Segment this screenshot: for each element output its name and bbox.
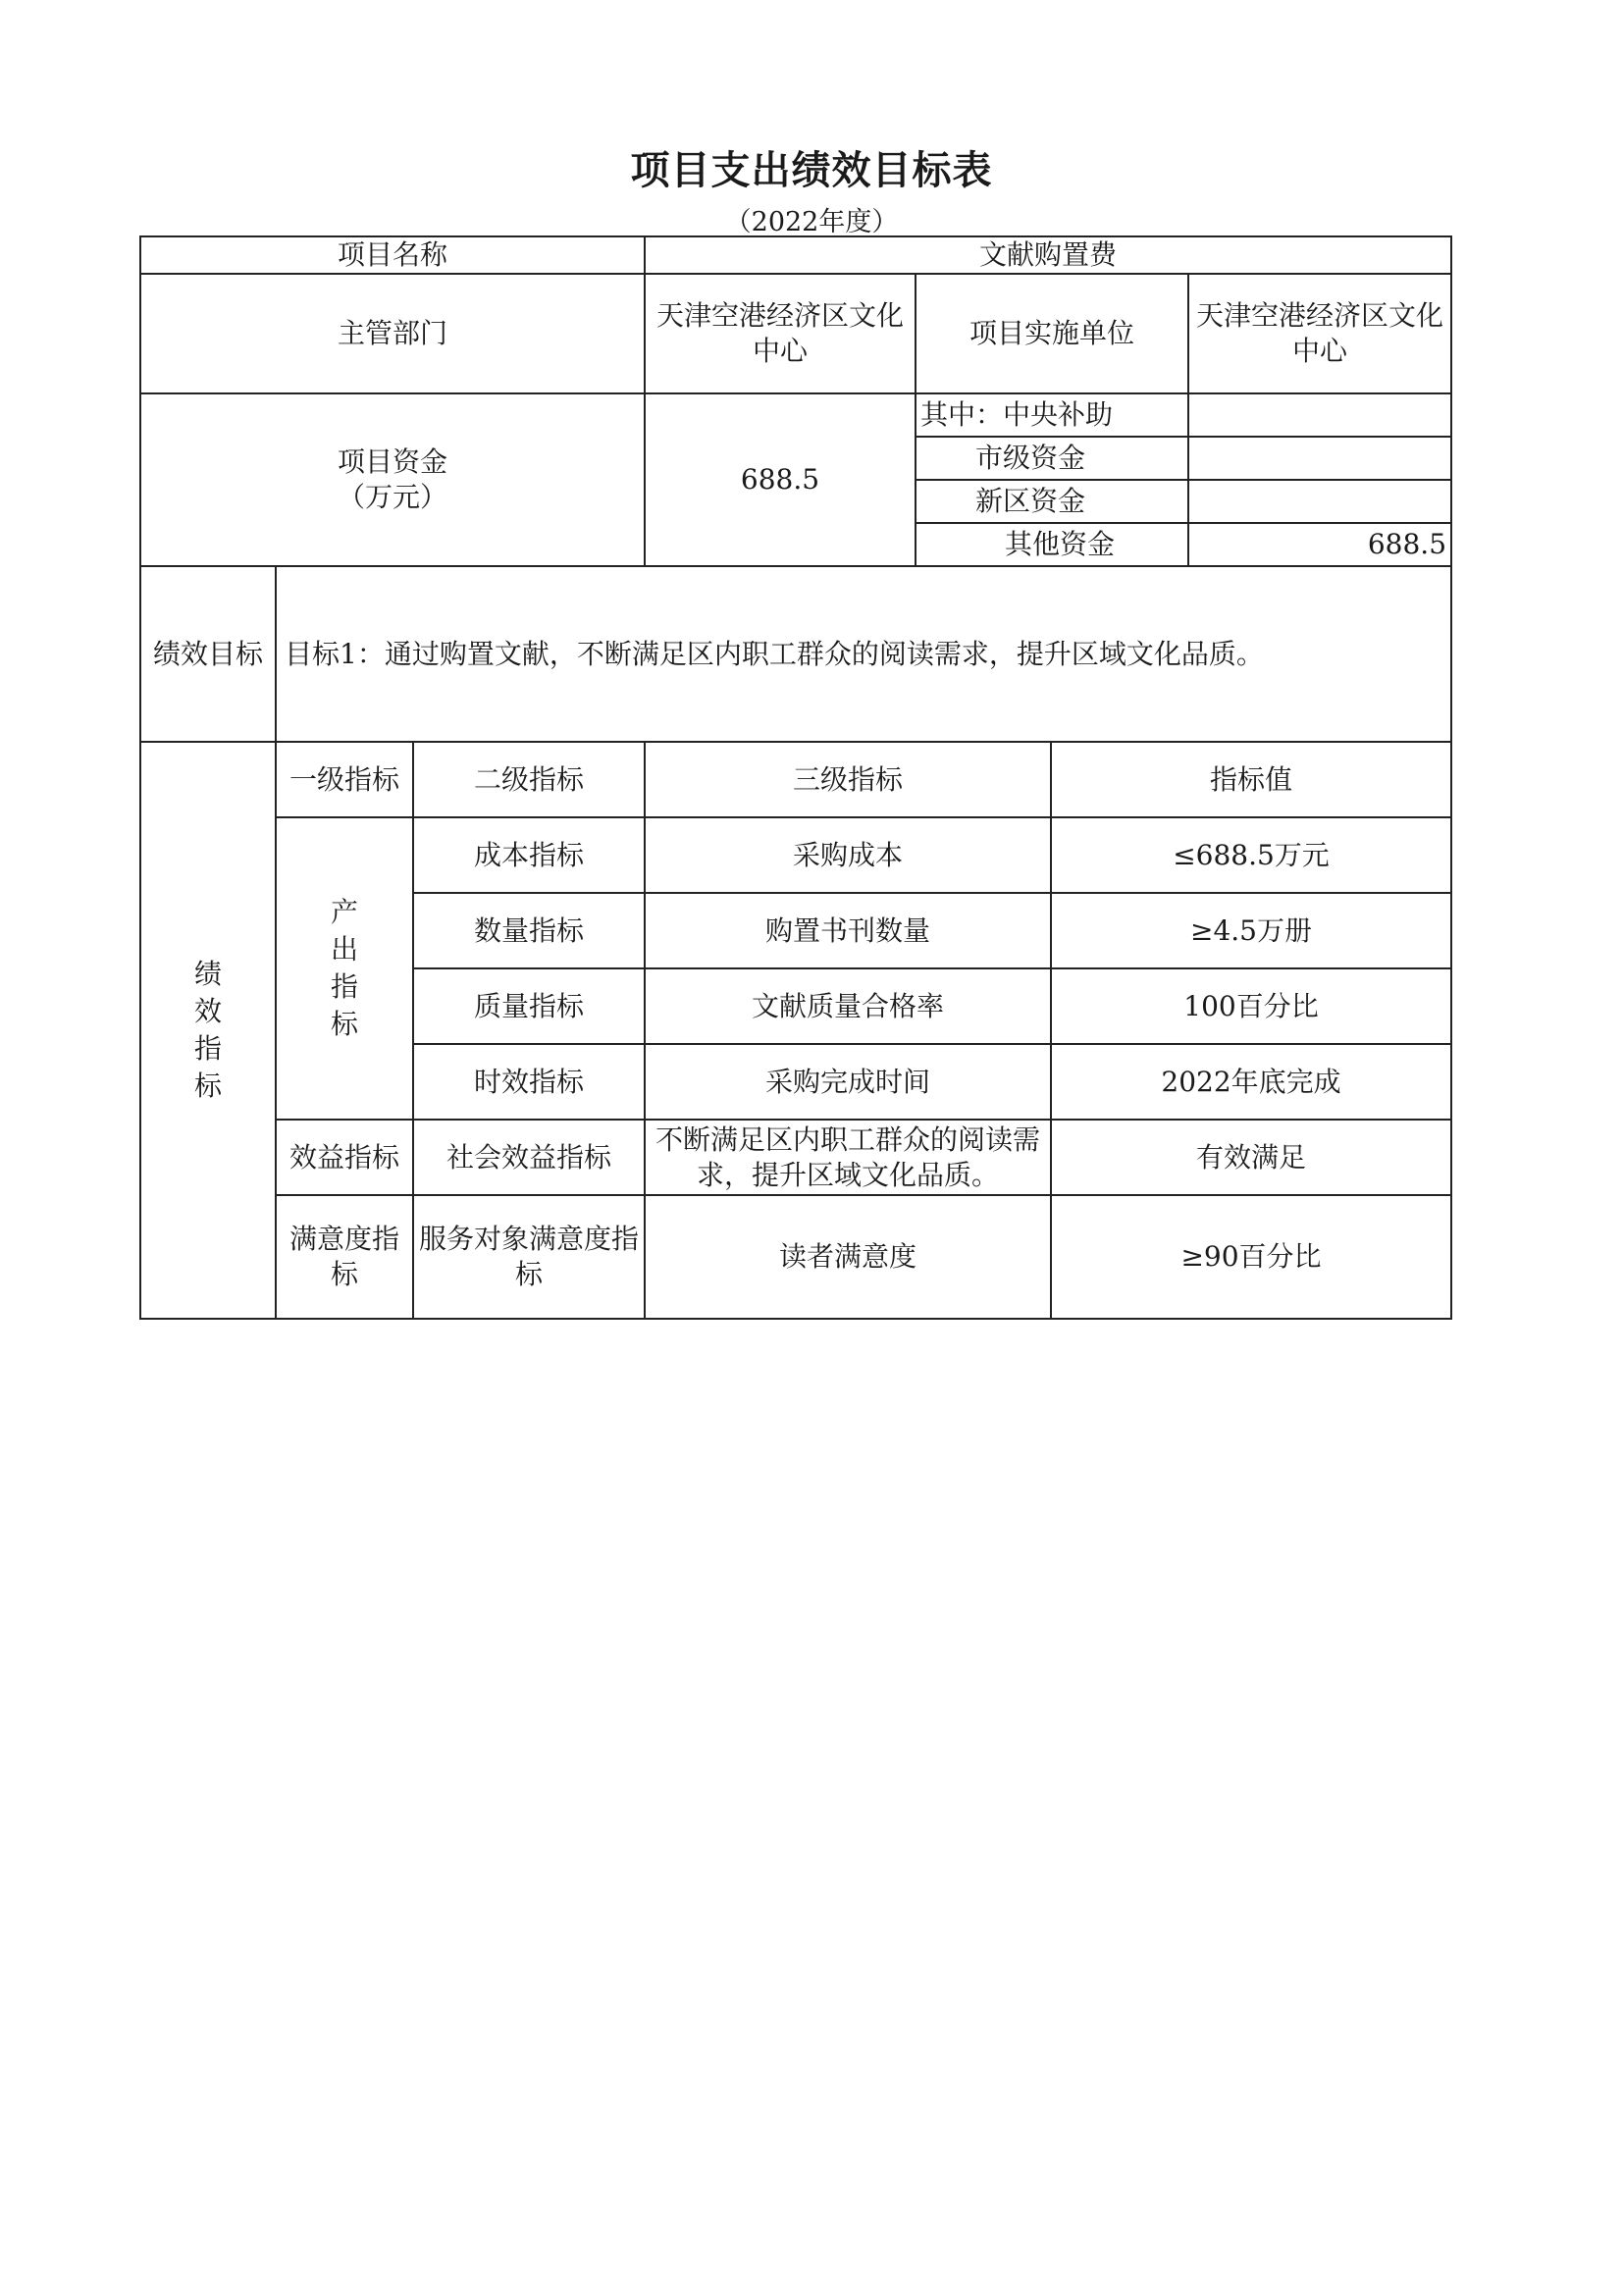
benefit-level3: 不断满足区内职工群众的阅读需求，提升区域文化品质。 — [645, 1120, 1051, 1195]
output-indicator-label — [276, 817, 413, 1120]
funds-label — [140, 393, 645, 566]
fund-other-label: 其他资金 — [916, 524, 1188, 565]
benefit-row — [140, 1120, 1451, 1195]
goal-label: 绩效目标 — [140, 566, 276, 742]
header-level2: 二级指标 — [413, 742, 645, 817]
satisfaction-level2: 服务对象满意度指标 — [413, 1195, 645, 1319]
funds-unit-text: （万元） — [337, 481, 447, 513]
benefit-value: 有效满足 — [1051, 1120, 1451, 1195]
indicators-label-text: 绩效指标 — [193, 958, 222, 1102]
indicators-label — [140, 742, 276, 1319]
project-name-value: 文献购置费 — [645, 236, 1451, 274]
header-level1: 一级指标 — [276, 742, 413, 817]
cost-level3: 采购成本 — [645, 817, 1051, 893]
benefit-level1: 效益指标 — [276, 1120, 413, 1195]
benefit-level2: 社会效益指标 — [413, 1120, 645, 1195]
goal-text: 目标1：通过购置文献，不断满足区内职工群众的阅读需求，提升区域文化品质。 — [276, 566, 1451, 742]
output-indicator-label-text: 产出指标 — [330, 896, 358, 1040]
performance-target-table — [139, 235, 1452, 1320]
funds-row — [140, 393, 1451, 437]
timeliness-level3: 采购完成时间 — [645, 1044, 1051, 1120]
dept-label: 主管部门 — [140, 274, 645, 393]
satisfaction-level1: 满意度指标 — [276, 1195, 413, 1319]
indicator-header-row — [140, 742, 1451, 817]
project-name-label: 项目名称 — [140, 236, 645, 274]
fund-district-label: 新区资金 — [916, 481, 1188, 522]
quality-value: 100百分比 — [1051, 968, 1451, 1044]
quantity-value: ≥4.5万册 — [1051, 893, 1451, 968]
fund-city-label: 市级资金 — [916, 438, 1188, 479]
quantity-level3: 购置书刊数量 — [645, 893, 1051, 968]
fiscal-year-subtitle: （2022年度） — [724, 207, 899, 237]
quality-level3: 文献质量合格率 — [645, 968, 1051, 1044]
page-title: 项目支出绩效目标表 — [630, 148, 993, 193]
satisfaction-value: ≥90百分比 — [1051, 1195, 1451, 1319]
quantity-level2: 数量指标 — [413, 893, 645, 968]
timeliness-level2: 时效指标 — [413, 1044, 645, 1120]
dept-value: 天津空港经济区文化中心 — [645, 274, 916, 393]
impl-unit-value: 天津空港经济区文化中心 — [1196, 299, 1444, 367]
project-name-row — [140, 236, 1451, 274]
performance-goal-row — [140, 566, 1451, 742]
indicator-row — [140, 817, 1451, 893]
impl-unit-label: 项目实施单位 — [916, 275, 1188, 392]
fund-other-value: 688.5 — [1367, 528, 1447, 560]
funds-total: 688.5 — [645, 393, 916, 566]
fund-central-label: 其中：中央补助 — [916, 394, 1188, 436]
cost-value: ≤688.5万元 — [1051, 817, 1451, 893]
timeliness-value: 2022年底完成 — [1051, 1044, 1451, 1120]
satisfaction-row — [140, 1195, 1451, 1319]
header-value: 指标值 — [1051, 742, 1451, 817]
fund-central-value — [1188, 394, 1450, 436]
header-level3: 三级指标 — [645, 742, 1051, 817]
quality-level2: 质量指标 — [413, 968, 645, 1044]
fund-district-value — [1188, 481, 1450, 522]
funds-label-text: 项目资金 — [337, 445, 447, 478]
satisfaction-level3: 读者满意度 — [645, 1195, 1051, 1319]
fund-city-value — [1188, 438, 1450, 479]
cost-level2: 成本指标 — [413, 817, 645, 893]
department-row — [140, 274, 1451, 393]
